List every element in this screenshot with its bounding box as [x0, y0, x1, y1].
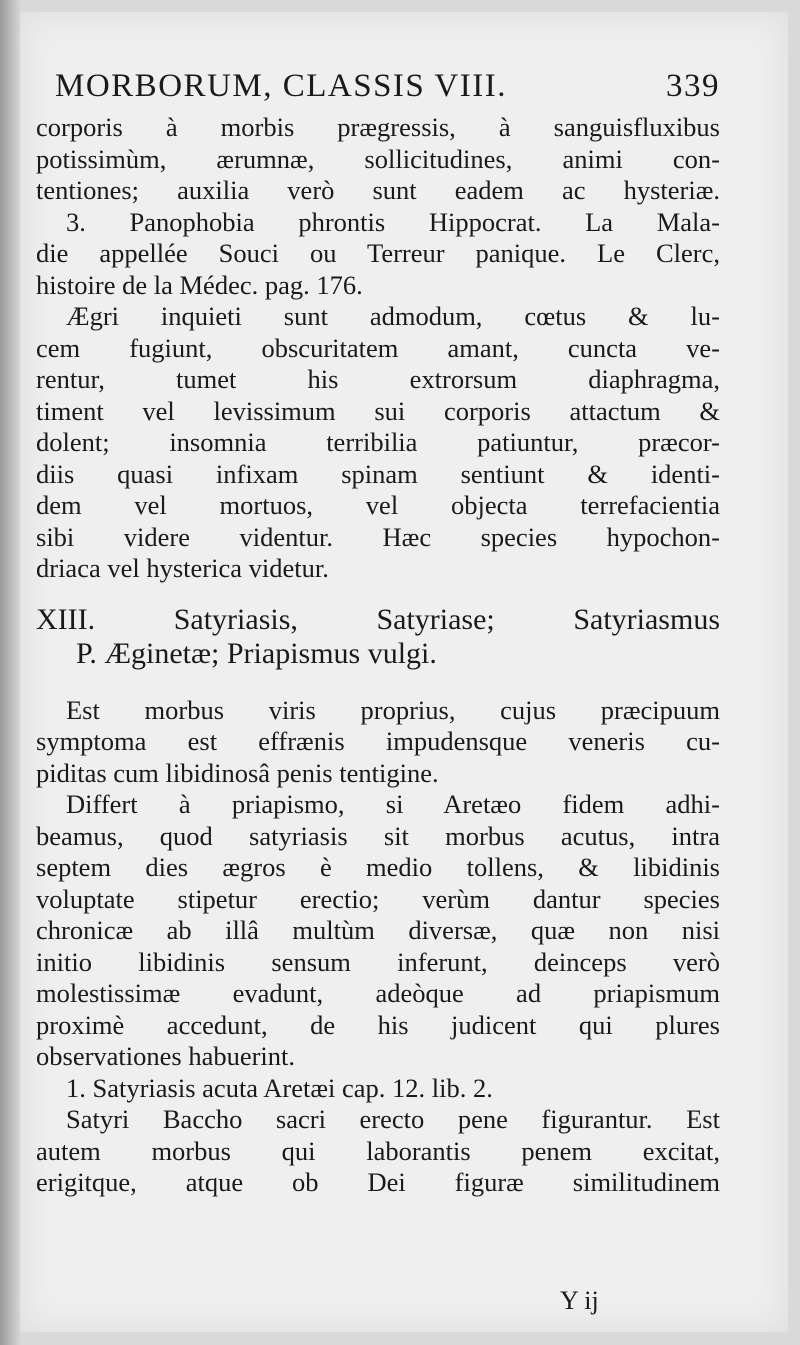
text-line: histoire de la Médec. pag. 176.	[36, 269, 363, 300]
text-line: proximè accedunt, de his judicent qui plures	[36, 1009, 720, 1040]
text-line: voluptate stipetur erectio; verùm dantur species	[36, 883, 720, 914]
page-text	[36, 112, 720, 1199]
text-line: chronicæ ab illâ multùm diversæ, quæ non nisi	[36, 915, 720, 945]
text-line: Satyri Baccho sacri erecto pene figurantur. Est	[66, 1104, 720, 1134]
text-line: die appellée Souci ou Terreur panique. Le Clerc,	[36, 238, 720, 268]
text-line: erigitque, atque ob Dei figuræ similitudinem	[36, 1167, 720, 1197]
running-header	[55, 68, 720, 105]
heading-line: XIII. Satyriasis, Satyriase; Satyriasmus	[36, 602, 720, 636]
text-line: tentiones; auxilia verò sunt eadem ac hysteriæ.	[36, 175, 720, 205]
text-line: timent vel levissimum sui corporis attactum &	[36, 395, 720, 426]
section-heading	[36, 603, 720, 671]
text-line: septem dies ægros è medio tollens, & libidinis	[36, 852, 720, 882]
text-line: sibi videre videntur. Hæc species hypochon-	[36, 521, 720, 552]
text-line: autem morbus qui laborantis penem excitat,	[36, 1135, 720, 1166]
text-line: dolent; insomnia terribilia patiuntur, præcor-	[36, 427, 720, 457]
text-line: beamus, quod satyriasis sit morbus acutus, intra	[36, 820, 720, 851]
text-line: driaca vel hysterica videtur.	[36, 553, 329, 583]
text-line: Ægri inquieti sunt admodum, cœtus & lu-	[66, 301, 720, 331]
signature-mark: Y ij	[560, 1286, 599, 1315]
page-number: 339	[666, 68, 720, 104]
text-line: Differt à priapismo, si Aretæo fidem adhi-	[66, 789, 720, 819]
page-gutter	[0, 0, 22, 1345]
text-line: 3. Panophobia phrontis Hippocrat. La Mala-	[66, 206, 720, 237]
text-line: cem fugiunt, obscuritatem amant, cuncta ve-	[36, 332, 720, 363]
text-line: dem vel mortuos, vel objecta terrefacientia	[36, 490, 720, 520]
text-line: piditas cum libidinosâ penis tentigine.	[36, 757, 439, 788]
heading-line: P. Æginetæ; Priapismus vulgi.	[76, 636, 437, 670]
text-line: potissimùm, ærumnæ, sollicitudines, animi con-	[36, 143, 720, 174]
text-line: 1. Satyriasis acuta Aretæi cap. 12. lib. 2.	[66, 1072, 493, 1103]
text-line: observationes habuerint.	[36, 1041, 296, 1071]
text-line: molestissimæ evadunt, adeòque ad priapismum	[36, 978, 720, 1008]
running-title: MORBORUM, CLASSIS VIII.	[55, 68, 507, 104]
text-line: symptoma est effrænis impudensque veneris cu-	[36, 726, 720, 756]
text-line: corporis à morbis prægressis, à sanguisfluxibus	[36, 112, 720, 142]
text-line: rentur, tumet his extrorsum diaphragma,	[36, 364, 720, 394]
text-line: Est morbus viris proprius, cujus præcipuum	[66, 694, 720, 725]
text-line: initio libidinis sensum inferunt, deinceps verò	[36, 946, 720, 977]
text-line: diis quasi infixam spinam sentiunt & identi-	[36, 458, 720, 489]
